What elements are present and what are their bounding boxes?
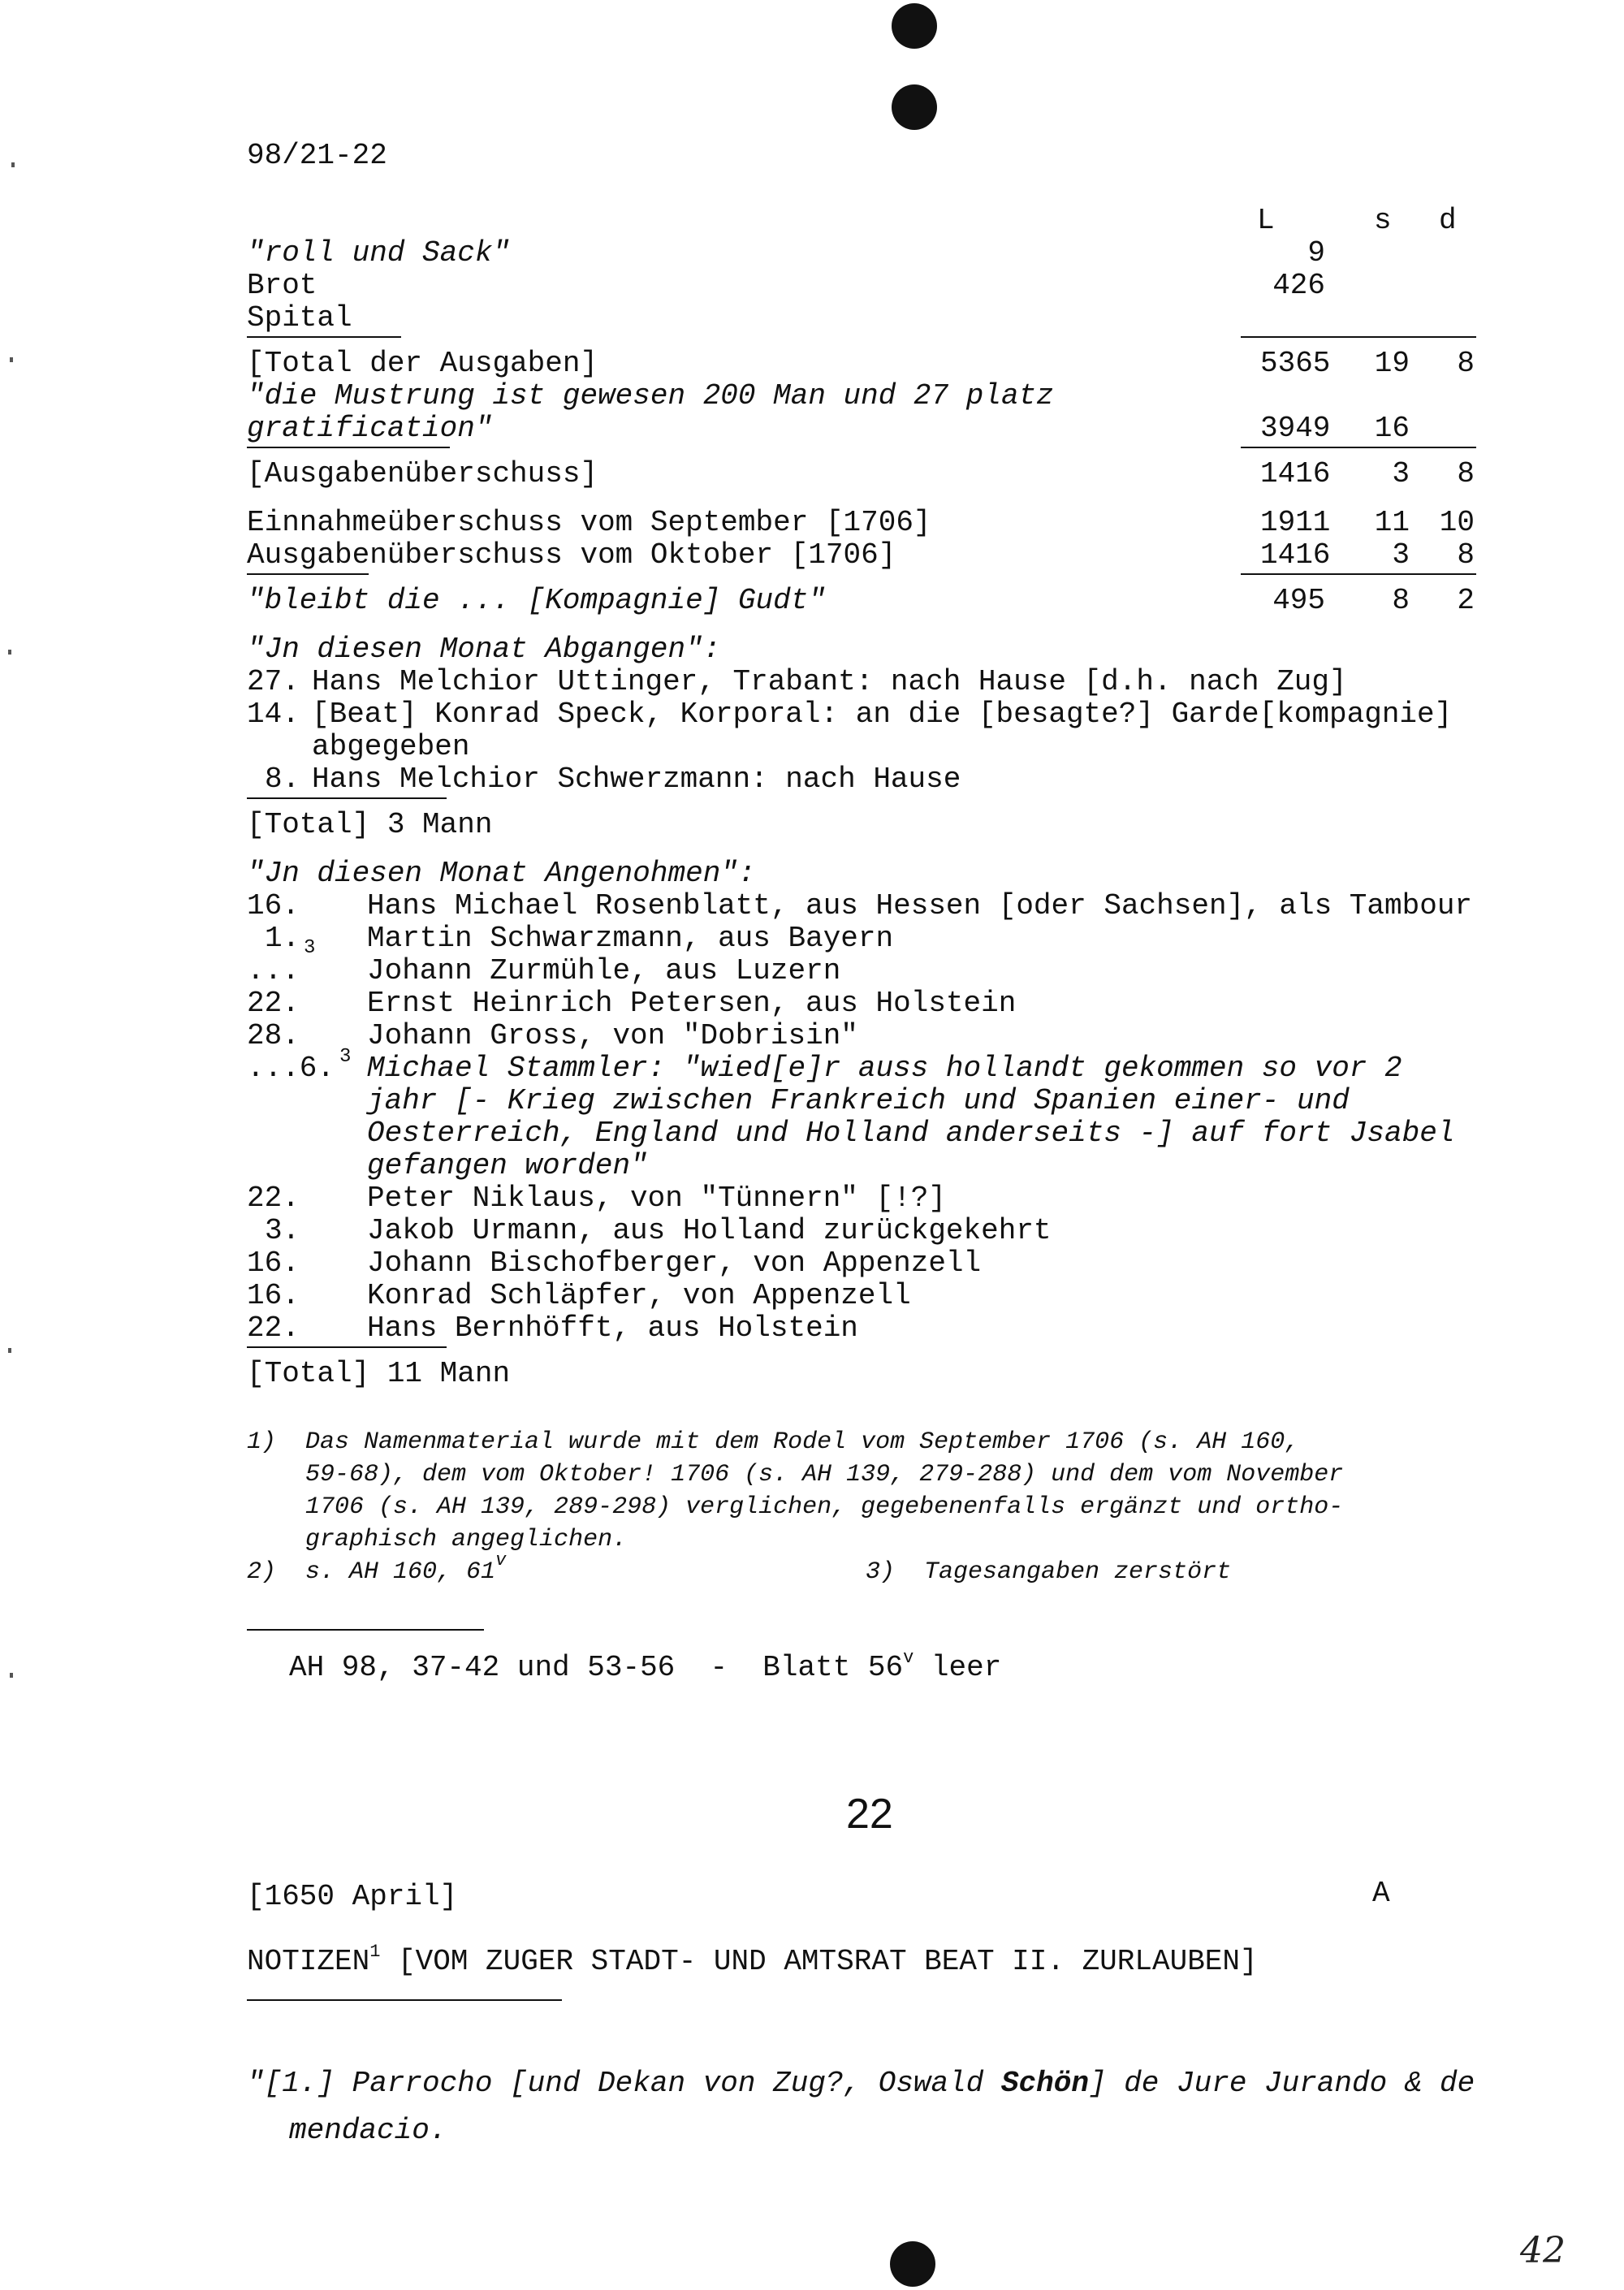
angenohmen-day: 28.	[247, 1019, 300, 1052]
rule-right	[1241, 573, 1476, 575]
angenohmen-day: 1.	[265, 922, 300, 955]
margin-speck	[8, 650, 11, 655]
angenohmen-day: 22.	[247, 987, 300, 1020]
ledger-value-d: 8	[1457, 457, 1475, 490]
rule-left	[247, 1346, 447, 1348]
ledger-value-d: 8	[1457, 538, 1475, 572]
document-title-main: NOTIZEN	[247, 1945, 370, 1978]
rule-left	[247, 447, 450, 448]
quote-line-1	[247, 2067, 1475, 2100]
document-label: A	[1372, 1877, 1390, 1910]
section-divider	[247, 1629, 484, 1631]
margin-speck	[11, 162, 15, 167]
ledger-value-d: 10	[1439, 506, 1475, 539]
source-tail: leer	[914, 1651, 1002, 1684]
ledger-value-s: 3	[1392, 538, 1410, 572]
angenohmen-entry: Martin Schwarzmann, aus Bayern	[367, 922, 894, 955]
source-sup: v	[903, 1648, 914, 1668]
quote-line-2: mendacio.	[289, 2114, 447, 2147]
ledger-value-s: 11	[1374, 506, 1410, 539]
angenohmen-entry: Hans Michael Rosenblatt, aus Hessen [oder Sachsen], als Tambour	[367, 889, 1473, 922]
margin-speck	[10, 1673, 13, 1678]
ledger-label: gratification"	[247, 412, 493, 445]
column-header-s: s	[1374, 204, 1392, 237]
angenohmen-entry: Ernst Heinrich Petersen, aus Holstein	[367, 987, 1017, 1020]
ledger-value-L: 9	[1307, 236, 1325, 270]
punch-hole-top-2	[892, 84, 937, 130]
rule-right	[1241, 336, 1476, 338]
abgangen-entry: Hans Melchior Uttinger, Trabant: nach Hause [d.h. nach Zug]	[312, 665, 1347, 698]
angenohmen-entry: gefangen worden"	[367, 1149, 648, 1182]
angenohmen-entry: Johann Zurmühle, aus Luzern	[367, 954, 841, 987]
footnote-1-line: 1) Das Namenmaterial wurde mit dem Rodel vom September 1706 (s. AH 160,	[247, 1428, 1300, 1456]
ledger-value-s: 16	[1374, 412, 1410, 445]
rule-left	[247, 573, 369, 575]
angenohmen-entry: Michael Stammler: "wied[e]r auss hollandt gekommen so vor 2	[367, 1052, 1402, 1085]
ledger-value-L: 495	[1272, 584, 1325, 617]
ledger-value-L: 1911	[1260, 506, 1331, 539]
footnote-1-line: graphisch angeglichen.	[247, 1526, 628, 1553]
quote-text: "[1.] Parrocho [und Dekan von Zug?, Oswald	[247, 2067, 1001, 2100]
ledger-value-L: 426	[1272, 269, 1325, 302]
ledger-value-L: 5365	[1260, 347, 1331, 380]
angenohmen-entry: Johann Bischofberger, von Appenzell	[367, 1247, 982, 1280]
ledger-label: Brot	[247, 269, 317, 302]
rule-left	[247, 336, 401, 338]
document-number: 22	[846, 1791, 893, 1838]
abgangen-day: 8.	[265, 763, 300, 796]
document-date: [1650 April]	[247, 1880, 458, 1913]
angenohmen-entry: Konrad Schläpfer, von Appenzell	[367, 1279, 911, 1312]
ledger-value-d: 2	[1457, 584, 1475, 617]
margin-speck	[10, 357, 13, 362]
angenohmen-entry: jahr [- Krieg zwischen Frankreich und Spanien einer- und	[367, 1084, 1350, 1117]
document-title	[247, 1942, 1258, 1981]
rule-left	[247, 797, 447, 799]
angenohmen-entry: Peter Niklaus, von "Tünnern" [!?]	[367, 1182, 946, 1215]
ledger-value-s: 8	[1392, 584, 1410, 617]
footnote-2-text: 2) s. AH 160, 61	[247, 1558, 496, 1586]
angenohmen-day: 3.	[265, 1214, 300, 1247]
footnote-1-line: 1706 (s. AH 139, 289-298) verglichen, gegebenenfalls ergänzt und ortho-	[247, 1493, 1344, 1521]
ledger-value-L: 1416	[1260, 457, 1331, 490]
angenohmen-total: [Total] 11 Mann	[247, 1357, 511, 1390]
section-divider	[247, 1999, 562, 2001]
angenohmen-heading: "Jn diesen Monat Angenohmen":	[247, 857, 756, 890]
angenohmen-day: 16.	[247, 889, 300, 922]
angenohmen-day: 16.	[247, 1247, 300, 1280]
footnote-3: 3) Tagesangaben zerstört	[866, 1558, 1232, 1586]
abgangen-entry: Hans Melchior Schwerzmann: nach Hause	[312, 763, 961, 796]
ledger-value-L: 1416	[1260, 538, 1331, 572]
ledger-value-s: 3	[1392, 457, 1410, 490]
ledger-value-d: 8	[1457, 347, 1475, 380]
source-text: AH 98, 37-42 und 53-56 - Blatt 56	[289, 1651, 904, 1684]
angenohmen-entry: Jakob Urmann, aus Holland zurückgekehrt	[367, 1214, 1052, 1247]
angenohmen-day: 22.	[247, 1311, 300, 1345]
ledger-label: [Total der Ausgaben]	[247, 347, 598, 380]
abgangen-entry: abgegeben	[312, 730, 470, 763]
footnote-2-sup: v	[495, 1550, 507, 1571]
ledger-label: Ausgabenüberschuss vom Oktober [1706]	[247, 538, 896, 572]
margin-speck	[8, 1348, 11, 1353]
ledger-label: [Ausgabenüberschuss]	[247, 457, 598, 490]
angenohmen-day: ...6.	[247, 1052, 335, 1085]
ledger-label: Spital	[247, 301, 352, 335]
footnote-ref: 3	[339, 1046, 352, 1068]
abgangen-entry: [Beat] Konrad Speck, Korporal: an die [besagte?] Garde[kompagnie]	[312, 698, 1453, 731]
abgangen-day: 14.	[247, 698, 300, 731]
column-header-L: L	[1257, 204, 1275, 237]
footnote-1-line: 59-68), dem vom Oktober! 1706 (s. AH 139, 279-288) und dem vom November	[247, 1461, 1344, 1488]
angenohmen-day: ...	[247, 954, 300, 987]
page-header: 98/21-22	[247, 139, 387, 172]
ledger-label: "bleibt die ... [Kompagnie] Gudt"	[247, 584, 826, 617]
ledger-value-s: 19	[1374, 347, 1410, 380]
column-header-d: d	[1439, 204, 1457, 237]
ledger-label: "die Mustrung ist gewesen 200 Man und 27 platz	[247, 379, 1054, 413]
ledger-label: "roll und Sack"	[247, 236, 511, 270]
punch-hole-bottom	[890, 2241, 935, 2287]
ledger-value-L: 3949	[1260, 412, 1331, 445]
source-reference	[289, 1648, 1002, 1687]
angenohmen-day: 22.	[247, 1182, 300, 1215]
angenohmen-day: 16.	[247, 1279, 300, 1312]
quote-bold: Schön	[1000, 2067, 1089, 2100]
angenohmen-entry: Oesterreich, England und Holland anderseits -] auf fort Jsabel	[367, 1117, 1455, 1150]
abgangen-total: [Total] 3 Mann	[247, 808, 493, 841]
ledger-label: Einnahmeüberschuss vom September [1706]	[247, 506, 931, 539]
angenohmen-entry: Johann Gross, von "Dobrisin"	[367, 1019, 858, 1052]
document-title-sup: 1	[369, 1942, 381, 1962]
document-title-rest: [VOM ZUGER STADT- UND AMTSRAT BEAT II. ZURLAUBEN]	[380, 1945, 1258, 1978]
rule-right	[1241, 447, 1476, 448]
footnote-2	[247, 1550, 507, 1590]
angenohmen-entry: Hans Bernhöfft, aus Holstein	[367, 1311, 858, 1345]
page-number: 42	[1520, 2230, 1566, 2271]
abgangen-heading: "Jn diesen Monat Abgangen":	[247, 633, 721, 666]
quote-text-end: ] de Jure Jurando & de	[1088, 2067, 1475, 2100]
punch-hole-top-1	[892, 3, 937, 49]
abgangen-day: 27.	[247, 665, 300, 698]
footnote-ref: 3	[304, 937, 316, 959]
